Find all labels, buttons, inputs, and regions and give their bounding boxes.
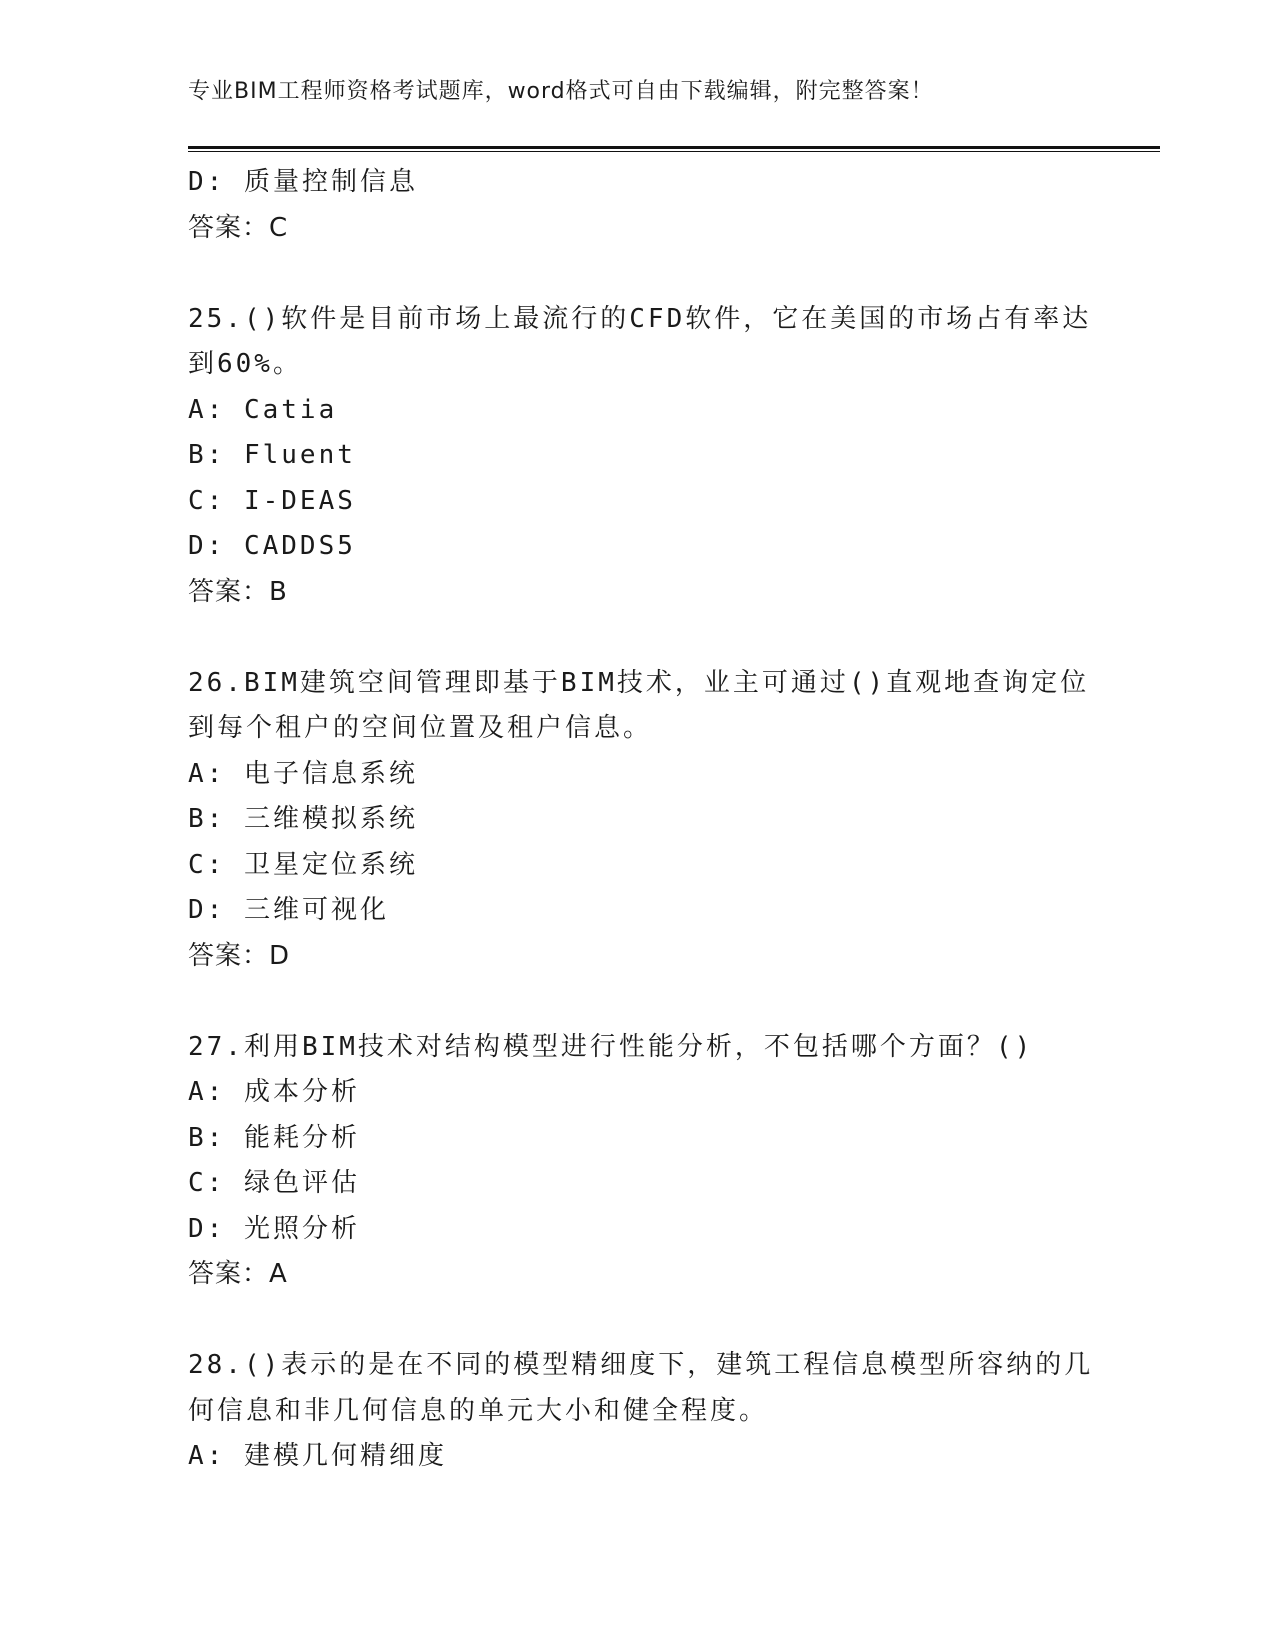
- question-28-stem: 28.()表示的是在不同的模型精细度下，建筑工程信息模型所容纳的几: [188, 1350, 1094, 1380]
- page-header: 专业BIM工程师资格考试题库，word格式可自由下载编辑，附完整答案！: [188, 79, 934, 104]
- question-27-stem: 27.利用BIM技术对结构模型进行性能分析，不包括哪个方面？(): [188, 1031, 1034, 1062]
- question-28-stem-cont: 何信息和非几何信息的单元大小和健全程度。: [188, 1395, 769, 1426]
- option-b: B: 三维模拟系统: [188, 804, 418, 834]
- answer-line: 答案：C: [188, 212, 289, 243]
- question-list: [188, 160, 1094, 1480]
- spacer: [188, 251, 1088, 297]
- option-d: D: 光照分析: [188, 1213, 360, 1244]
- option-a: A: 建模几何精细度: [188, 1441, 447, 1471]
- header-rule: [188, 146, 1160, 152]
- option-d: D: CADDS5: [188, 531, 356, 561]
- spacer: [188, 979, 1088, 1025]
- option-c: C: 绿色评估: [188, 1168, 360, 1198]
- question-26-stem: 26.BIM建筑空间管理即基于BIM技术，业主可通过()直观地查询定位: [188, 667, 1090, 698]
- answer-line: 答案：D: [188, 940, 291, 971]
- option-b: B: Fluent: [188, 440, 356, 470]
- option-d: D: 质量控制信息: [188, 167, 418, 197]
- answer-line: 答案：B: [188, 576, 288, 607]
- option-b: B: 能耗分析: [188, 1122, 360, 1153]
- spacer: [188, 1298, 1088, 1344]
- question-25-stem-cont: 到60%。: [188, 349, 302, 379]
- question-25-stem: 25.()软件是目前市场上最流行的CFD软件，它在美国的市场占有率达: [188, 303, 1092, 334]
- answer-line: 答案：A: [188, 1259, 288, 1289]
- option-d: D: 三维可视化: [188, 895, 389, 925]
- option-c: C: 卫星定位系统: [188, 849, 418, 880]
- option-a: A: 电子信息系统: [188, 758, 418, 789]
- option-a: A: Catia: [188, 394, 338, 425]
- option-a: A: 成本分析: [188, 1077, 360, 1107]
- spacer: [188, 615, 1088, 661]
- option-c: C: I-DEAS: [188, 485, 356, 516]
- question-26-stem-cont: 到每个租户的空间位置及租户信息。: [188, 713, 653, 743]
